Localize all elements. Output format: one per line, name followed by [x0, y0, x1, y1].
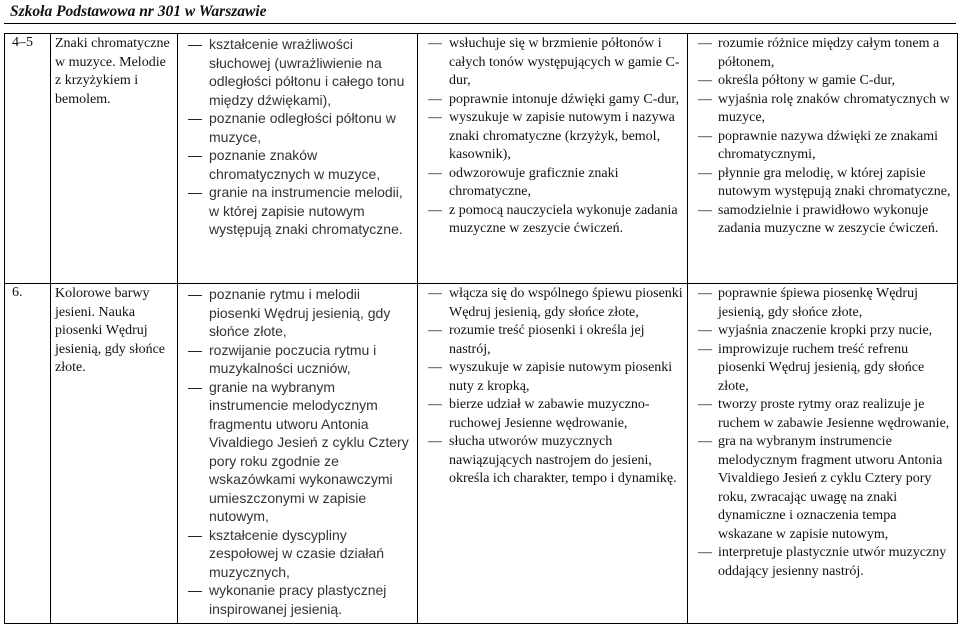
topic-text: Kolorowe barwy jesieni. Nauka piosenki Wędruj jesienią, gdy słońce złote. — [55, 286, 166, 375]
list-item — [422, 109, 683, 165]
basic-requirements-cell — [418, 34, 688, 284]
list-item-text: improwizuje ruchem treść refrenu piosenki Wędruj jesienią, gdy słońce złote, — [718, 341, 925, 394]
table-row — [5, 284, 958, 624]
dash-bullet-icon: — — [698, 323, 712, 338]
list-item — [422, 202, 683, 239]
list-item-text: włącza się do wspólnego śpiewu piosenki Wędruj jesienią, gdy słońce złote, — [449, 286, 683, 320]
dash-bullet-icon: — — [188, 184, 202, 200]
list-item — [422, 285, 683, 322]
dash-bullet-icon: — — [188, 582, 202, 598]
dash-bullet-icon: — — [428, 323, 442, 338]
dash-bullet-icon: — — [428, 434, 442, 449]
extended-requirements-list — [692, 285, 953, 581]
list-item — [182, 146, 413, 183]
dash-bullet-icon: — — [188, 147, 202, 163]
list-item-text: poprawnie intonuje dźwięki gamy C-dur, — [449, 91, 679, 107]
basic-requirements-cell — [418, 284, 688, 624]
list-item — [692, 35, 953, 72]
list-item — [692, 165, 953, 202]
list-item-text: słucha utworów muzycznych nawiązujących nastrojem do jesieni, określa ich charakter, tempo i dynamikę. — [449, 434, 677, 486]
list-item-text: rozumie treść piosenki i określa jej nastrój, — [449, 323, 645, 357]
list-item — [422, 91, 683, 110]
list-item — [692, 396, 953, 433]
list-item-text: wyszukuje w zapisie nutowym piosenki nuty z kropką, — [449, 360, 673, 394]
dash-bullet-icon: — — [428, 165, 442, 181]
list-item-text: płynnie gra melodię, w której zapisie nutowym występują znaki chromatyczne, — [718, 165, 951, 199]
list-item — [692, 91, 953, 128]
list-item-text: gra na wybranym instrumencie melodycznym fragment utworu Antonia Vivaldiego Jesień z cyklu Cztery pory roku, zwracając uwagę na znaki dynamiczne i oznaczenia tempa wskazane w zapisie nutowym, — [718, 434, 943, 542]
list-item-text: wyjaśnia znaczenie kropki przy nucie, — [718, 323, 933, 338]
dash-bullet-icon: — — [698, 397, 712, 412]
dash-bullet-icon: — — [698, 36, 712, 51]
dash-bullet-icon: — — [188, 36, 202, 52]
page-header: Szkoła Podstawowa nr 301 w Warszawie — [10, 3, 267, 20]
list-item — [692, 341, 953, 397]
dash-bullet-icon: — — [698, 286, 712, 301]
basic-requirements-list — [422, 285, 683, 489]
extended-requirements-cell — [688, 34, 958, 284]
list-item — [182, 285, 413, 341]
dash-bullet-icon: — — [698, 545, 712, 560]
dash-bullet-icon: — — [188, 378, 202, 395]
list-item — [182, 581, 413, 618]
list-item — [692, 322, 953, 341]
dash-bullet-icon: — — [428, 36, 442, 51]
activities-cell — [178, 284, 418, 624]
dash-bullet-icon: — — [188, 526, 202, 543]
list-item — [182, 109, 413, 146]
list-item-text: poprawnie nazywa dźwięki ze znakami chromatycznymi, — [718, 128, 939, 162]
list-item — [182, 378, 413, 526]
list-item-text: poznanie odległości półtonu w muzyce, — [209, 110, 396, 145]
list-item — [182, 341, 413, 378]
list-item-text: poprawnie śpiewa piosenkę Wędruj jesienią, gdy słońce złote, — [718, 286, 918, 320]
list-item — [692, 433, 953, 544]
dash-bullet-icon: — — [698, 128, 712, 144]
dash-bullet-icon: — — [698, 341, 712, 357]
dash-bullet-icon: — — [698, 91, 712, 107]
list-item-text: tworzy proste rytmy oraz realizuje je ruchem w zabawie Jesienne wędrowanie, — [718, 397, 950, 431]
dash-bullet-icon: — — [188, 110, 202, 126]
list-item — [422, 322, 683, 359]
list-item-text: z pomocą nauczyciela wykonuje zadania muzyczne w zeszycie ćwiczeń. — [449, 202, 678, 236]
list-item-text: wyszukuje w zapisie nutowym i nazywa znaki chromatyczne (krzyżyk, bemol, kasownik), — [449, 110, 675, 162]
activities-cell — [178, 34, 418, 284]
list-item-text: rozwijanie poczucia rytmu i muzykalności uczniów, — [209, 341, 377, 376]
dash-bullet-icon: — — [428, 286, 442, 301]
list-item — [422, 359, 683, 396]
list-item-text: granie na wybranym instrumencie melodycznym fragmentu utworu Antonia Vivaldiego Jesień z cyklu Cztery pory roku zgodnie ze wskazówkami wykonawczymi umieszczonymi w zapisie nutowym, — [209, 378, 409, 524]
list-item-text: interpretuje plastycznie utwór muzyczny oddający jesienny nastrój. — [718, 545, 947, 579]
dash-bullet-icon: — — [698, 165, 712, 181]
lesson-number: 6. — [5, 284, 51, 624]
lesson-topic — [51, 34, 178, 284]
basic-requirements-list — [422, 35, 683, 239]
lesson-topic — [51, 284, 178, 624]
list-item — [422, 396, 683, 433]
dash-bullet-icon: — — [698, 202, 712, 218]
curriculum-table — [4, 33, 958, 624]
list-item-text: wsłuchuje się w brzmienie półtonów i całych tonów występujących w gamie C-dur, — [449, 36, 680, 88]
dash-bullet-icon: — — [428, 91, 442, 107]
extended-requirements-cell — [688, 284, 958, 624]
dash-bullet-icon: — — [428, 202, 442, 218]
list-item — [692, 285, 953, 322]
list-item-text: odwzorowuje graficznie znaki chromatyczne, — [449, 165, 619, 199]
extended-requirements-list — [692, 35, 953, 239]
list-item — [422, 35, 683, 91]
list-item-text: rozumie różnice między całym tonem a półtonem, — [718, 36, 940, 70]
list-item — [422, 165, 683, 202]
table-row — [5, 34, 958, 284]
list-item-text: samodzielnie i prawidłowo wykonuje zadania muzyczne w zeszycie ćwiczeń. — [718, 202, 939, 236]
topic-text: Znaki chromatyczne w muzyce. Melodie z krzyżykiem i bemolem. — [55, 36, 170, 107]
list-item-text: poznanie rytmu i melodii piosenki Wędruj jesienią, gdy słońce złote, — [209, 286, 391, 339]
dash-bullet-icon: — — [698, 73, 712, 88]
activities-list — [182, 35, 413, 239]
header-rule — [4, 23, 956, 24]
list-item-text: kształcenie wrażliwości słuchowej (uwrażliwienie na odległości półtonu i całego tonu między dźwiękami), — [209, 36, 405, 108]
list-item — [182, 183, 413, 239]
list-item-text: kształcenie dyscypliny zespołowej w czasie działań muzycznych, — [209, 526, 385, 580]
list-item — [692, 128, 953, 165]
list-item-text: wykonanie pracy plastycznej inspirowanej jesienią. — [209, 582, 387, 617]
dash-bullet-icon: — — [188, 286, 202, 302]
list-item-text: poznanie znaków chromatycznych w muzyce, — [209, 147, 381, 182]
dash-bullet-icon: — — [428, 110, 442, 125]
list-item-text: określa półtony w gamie C-dur, — [718, 73, 896, 88]
list-item — [692, 544, 953, 581]
dash-bullet-icon: — — [428, 397, 442, 412]
lesson-number: 4–5 — [5, 34, 51, 284]
list-item-text: wyjaśnia rolę znaków chromatycznych w muzyce, — [718, 91, 950, 125]
list-item-text: bierze udział w zabawie muzyczno-ruchowej Jesienne wędrowanie, — [449, 397, 650, 431]
list-item — [182, 526, 413, 582]
dash-bullet-icon: — — [428, 360, 442, 375]
list-item — [422, 433, 683, 489]
dash-bullet-icon: — — [188, 341, 202, 358]
list-item — [692, 202, 953, 239]
dash-bullet-icon: — — [698, 434, 712, 449]
list-item — [182, 35, 413, 109]
list-item — [692, 72, 953, 91]
list-item-text: granie na instrumencie melodii, w której zapisie nutowym występują znaki chromatyczne. — [209, 184, 403, 237]
activities-list — [182, 285, 413, 618]
